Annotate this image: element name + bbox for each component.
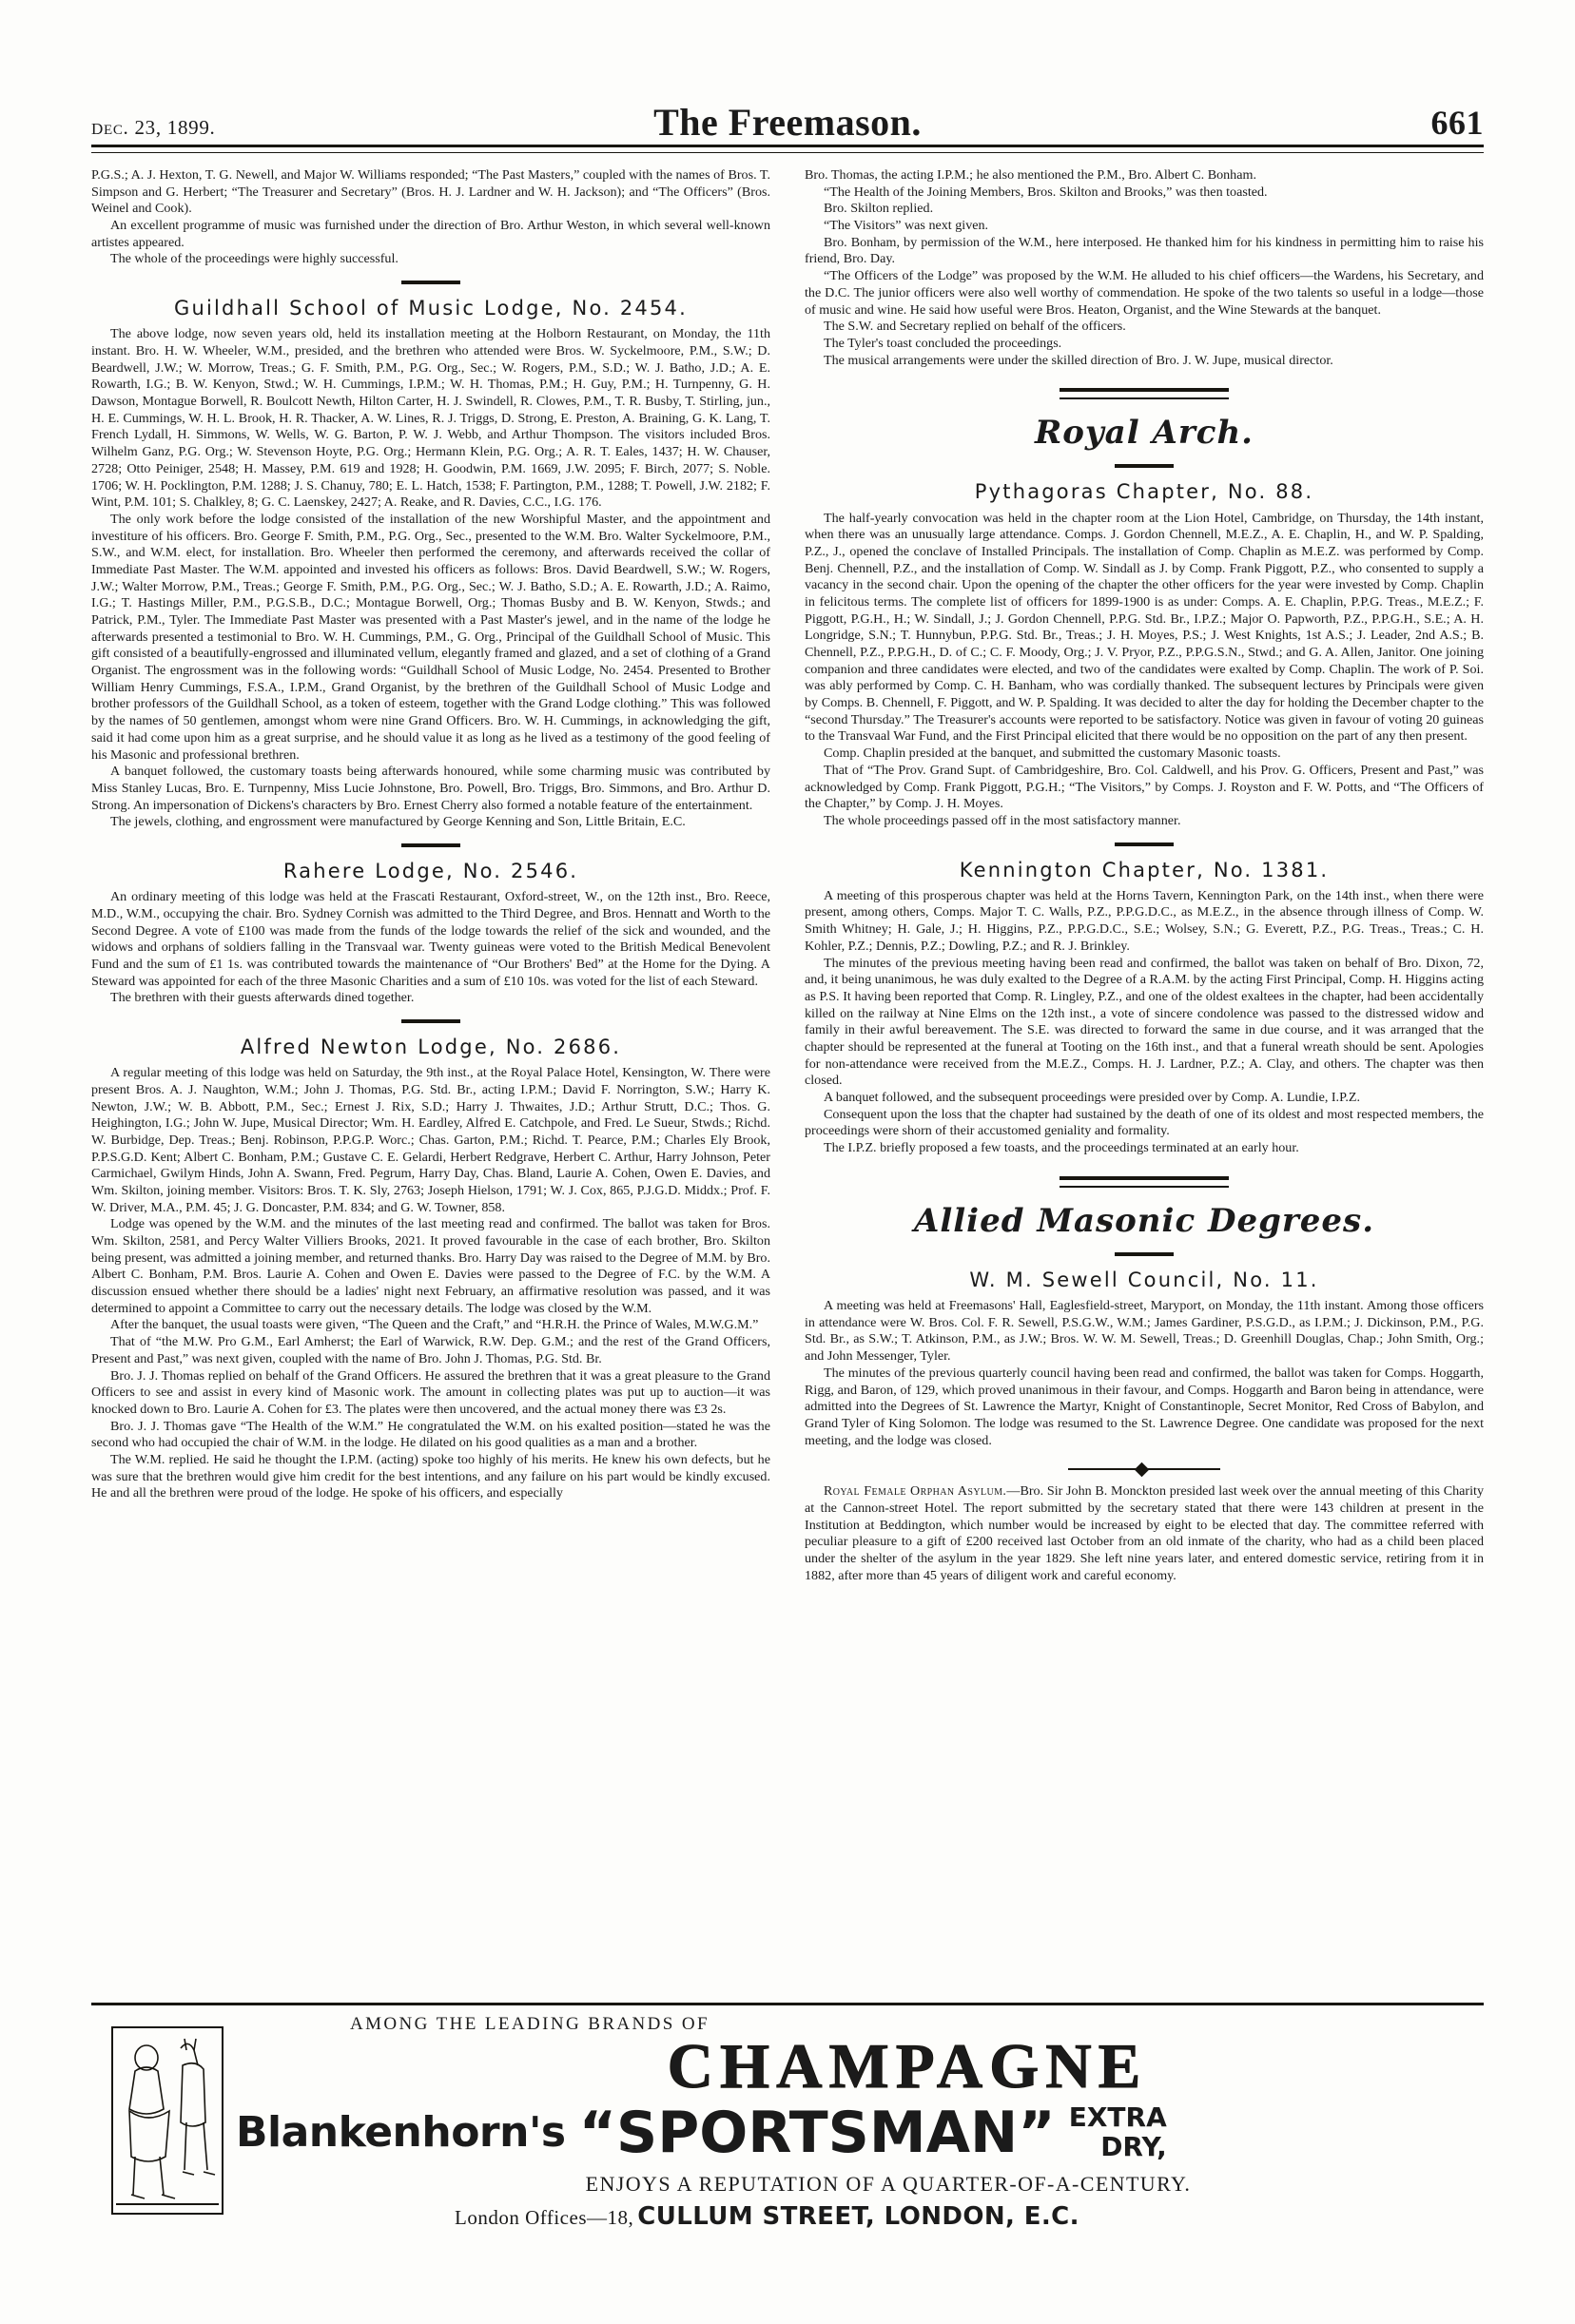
- paragraph: Bro. Bonham, by permission of the W.M., here interposed. He thanked him for his kindness in permitting him to raise his friend, Bro. Day.: [805, 234, 1484, 267]
- paragraph: The half-yearly convocation was held in the chapter room at the Lion Hotel, Cambridge, on Thursday, the 14th instant, when there was an unusually large attendance. Comps. J. Gordon Chennell, M.E.Z., A. E. Chaplin, H., and W. P. Spalding, P.Z., J., opened the conclave of Installed Principals. The installation of Comp. Chaplin as M.E.Z. was performed by Comp. Benj. Chennell, P.Z., and the installation of Comp. W. Sindall as J. by Comp. Frank Piggott, P.Z., who consented to supply a vacancy in the second chair. Upon the opening of the chapter the other officers for the year were invested by Comp. Chaplin in felicitous terms. The complete list of officers for 1899-1900 is as under: Comps. A. E. Chaplin, P.P.G. Treas., M.E.Z.; F. Piggott, P.G.H., H.; W. Sindall, J.; J. Gordon Chennell, P.P.G. Std. Br., I.P.Z.; Major O. Papworth, P.Z., P.P.G.H., S.E.; A. H. Longridge, S.N.; T. Hunnybun, P.P.G. Std. Br., Treas.; J. H. Moyes, P.S.; J. West Knights, 1st A.S.; J. Leader, 2nd A.S.; B. Chennell, P.Z., P.P.G.H., D. of C.; C. F. Moody, Org.; J. V. Pryor, P.Z., P.P.G.S.N., Stwd.; and G. A. Allen, Janitor. One joining companion and three candidates were elected, and two of the candidates were exalted by Comp. Chaplin. The work of P. Soi. was ably performed by Comp. C. H. Banham, who was cordially thanked. The subsequent lectures by Principals were given by Comps. B. Chennell, F. Piggott, and W. P. Spalding. It was decided to alter the day for holding the December chapter to the “second Thursday.” The Treasurer's accounts were reported to be satisfactory. Notice was given in favour of voting 20 guineas to the Transvaal War Fund, and the First Principal elicited that there would be no opposition on the part of any then present.: [805, 510, 1484, 745]
- paragraph: The minutes of the previous meeting having been read and confirmed, the ballot was taken on behalf of Bro. Dixon, 72, and, it being unanimous, he was duly exalted to the Degree of a R.A.M. by the acting First Principal, Comp. H. Higgins acting as P.S. It having been reported that Comp. R. Lingley, P.Z., and one of the oldest exaltees in the chapter, had been accidentally killed on the railway at Nine Elms on the 12th inst., a vote of sincere condolence was passed to the distressed widow and family in their awful bereavement. The S.E. was directed to forward the same in due course, and it was arranged that the chapter should be represented at the funeral at Tooting on the 16th inst., and that a funeral wreath should be sent. Apologies for non-attendance were received from the M.E.Z., Comps. H. J. Lardner, P.Z.; A. Clay, and others. The chapter was then closed.: [805, 955, 1484, 1089]
- paragraph: A meeting was held at Freemasons' Hall, Eaglesfield-street, Maryport, on Monday, the 11th instant. Among those officers in attendance were W. Bros. Col. F. R. Sewell, P.S.G.W., W.M.; James Gardiner, P.S.G.D., as I.P.M.; J. Dickinson, P.M., P.G. Std. Br., as S.W.; T. Atkinson, P.M., as J.W.; Bros. W. W. M. Sewell, Treas.; D. Greenhill Douglas, Chap.; John Smith, Org.; and John Messenger, Tyler.: [805, 1298, 1484, 1365]
- paragraph: The whole proceedings passed off in the most satisfactory manner.: [824, 812, 1181, 828]
- allied-degrees-divider: [1060, 1176, 1229, 1188]
- advert-offices-address: CULLUM STREET, LONDON, E.C.: [637, 2201, 1079, 2231]
- royal-arch-divider: [1060, 388, 1229, 399]
- section-divider: [401, 843, 460, 847]
- paragraph: Bro. Skilton replied.: [824, 201, 934, 217]
- advert-extra-dry: [1069, 2103, 1167, 2160]
- section-divider: [401, 281, 460, 284]
- advert-offices-label: London Offices—18,: [455, 2205, 634, 2229]
- paragraph: The whole of the proceedings were highly successful.: [110, 251, 399, 267]
- paragraph: The W.M. replied. He said he thought the I.P.M. (acting) spoke too highly of his merits. He knew his own defects, but he was sure that the brethren would give him credit for the best intentions, and any failure on his part would be kindly excused. He and all the brethren were proud of the lodge. He spoke of his officers, and especially: [91, 1451, 770, 1501]
- advert-brand-line: [236, 2100, 1484, 2166]
- paragraph: Bro. J. J. Thomas gave “The Health of the W.M.” He congratulated the W.M. on his exalted position—stated he was the second who had occupied the chair of W.M. in the lodge. He dilated on his good qualities as a man and a brother.: [91, 1418, 770, 1451]
- paragraph: Bro. J. J. Thomas replied on behalf of the Grand Officers. He assured the brethren that it was a great pleasure to the Grand Officers to see and assist in every kind of Masonic work. The amount in collecting plates was put up to auction—it was knocked down to Bro. Laurie A. Cohen for £3. The plates were then uncovered, and the actual money there was £3 2s.: [91, 1367, 770, 1417]
- paragraph: A banquet followed, and the subsequent proceedings were presided over by Comp. A. Lundie, I.P.Z.: [824, 1090, 1361, 1106]
- paragraph: A meeting of this prosperous chapter was held at the Horns Tavern, Kennington Park, on the 14th inst., when there were present, among others, Comps. Major T. C. Walls, P.Z., P.P.G.D.C., as M.E.Z., in the absence through illness of Comp. W. Smith Whitney; H. Gale, J.; H. Higgins, P.Z., P.P.G.D.C., S.E.; Wolsey, S.N.; G. Everett, P.Z., P.G. Treas., Treas.; C. H. Kohler, P.Z.; Dennis, P.Z.; Dowling, P.Z.; and R. J. Brinkley.: [805, 887, 1484, 954]
- left-column: [91, 167, 770, 1965]
- section-divider: [1115, 842, 1174, 846]
- paragraph: Lodge was opened by the W.M. and the minutes of the last meeting read and confirmed. The ballot was taken for Bros. Wm. Skilton, 2581, and Percy Walter Villiers Brooks, 2021. It proved favourable in the case of each brother, Bro. Skilton being present, was admitted a joining member, and returned thanks. Bro. Harry Day was raised to the Degree of M.M. by Bro. Albert C. Bonham, P.M. Bros. Laurie A. Cohen and Owen E. Davies were passed to the Degree of F.C. by the W.M. A discussion ensued whether there should be a ladies' night next February, an affirmative resolution was passed, and it was determined to appoint a Committee to carry out the necessary details. The lodge was closed by the W.M.: [91, 1216, 770, 1316]
- paragraph: That of “The Prov. Grand Supt. of Cambridgeshire, Bro. Col. Caldwell, and his Prov. G. Officers, Present and Past,” was acknowledged by Comp. Frank Piggott, P.G.H.; “The Visitors,” by Comps. J. Royston and F. W. Potts, and “The Officers of the Chapter,” by Comp. J. H. Moyes.: [805, 762, 1484, 812]
- issue-date: dec. 23, 1899.: [91, 115, 216, 140]
- advert-extra-word: EXTRA: [1068, 2101, 1167, 2134]
- section-heading-sewell-council: W. M. Sewell Council, No. 11.: [969, 1268, 1319, 1291]
- page-number: 661: [1430, 104, 1484, 142]
- paragraph: Comp. Chaplin presided at the banquet, and submitted the customary Masonic toasts.: [824, 746, 1281, 762]
- article-columns: [91, 167, 1484, 1965]
- paragraph: The brethren with their guests afterwards dined together.: [110, 990, 415, 1006]
- paragraph: The Tyler's toast concluded the proceedings.: [824, 335, 1062, 351]
- closing-note: [805, 1483, 1484, 1584]
- paragraph: The jewels, clothing, and engrossment were manufactured by George Kenning and Son, Little Britain, E.C.: [110, 814, 686, 830]
- advert-offices-line: [455, 2202, 1484, 2231]
- section-divider: [1115, 464, 1174, 468]
- paragraph: “The Visitors” was next given.: [824, 218, 989, 234]
- paragraph: Bro. Thomas, the acting I.P.M.; he also mentioned the P.M., Bro. Albert C. Bonham.: [805, 167, 1256, 183]
- advert-rule: [91, 2003, 1484, 2005]
- advert-text-block: [230, 2014, 1484, 2231]
- paragraph: The only work before the lodge consisted of the installation of the new Worshipful Master, and the appointment and investiture of his officers. Bro. George F. Smith, P.M., P.G. Org., Sec., presented to the W.M. Bro. Walter Syckelmoore, P.M., S.W., and W.M. elect, for installation. Bro. Wheeler then performed the ceremony, and afterwards received the collar of Immediate Past Master. The W.M. appointed and invested his officers as follows: Bros. David Beardwell, S.W.; W. Rogers, J.W.; Walter Morrow, P.M., Treas.; George F. Smith, P.M., P.G. Org., Sec.; W. J. Batho, S.D.; A. E. Rowarth, J.D.; A. Raimo, I.G.; T. Hastings Miller, P.M., P.G.S.B., D.C.; Montague Borwell, Org.; Thomas Busby and B. W. Kenyon, Stwds.; and Patrick, P.M., Tyler. The Immediate Past Master was presented with a Past Master's jewel, and in the name of the lodge he afterwards presented a testimonial to Bro. W. H. Cummings, P.M., G. Org., Principal of the Guildhall School of Music. This gift consisted of a beautifully-engrossed and illuminated vellum, elegantly framed and glazed, and a set of clothing of a Grand Organist. The engrossment was in the following words: “Guildhall School of Music Lodge, No. 2454. Presented to Brother William Henry Cummings, F.S.A., I.P.M., Grand Organist, by the brethren of the Guildhall School of Music Lodge and brother professors of the Guildhall School, as a token of esteem, together with the Grand Lodge clothing.” This was followed by the names of 50 gentlemen, amongst whom were nine Grand Officers. Bro. W. H. Cummings, in acknowledging the gift, said it had come upon him as a great surprise, and he should value it as long as he lived as a testimony of the good feeling of his Masonic and professional brethren.: [91, 511, 770, 763]
- advert-reputation-line: ENJOYS A REPUTATION OF A QUARTER-OF-A-CENTURY.: [585, 2171, 1192, 2196]
- advert-dry-word: DRY,: [1100, 2130, 1167, 2162]
- masthead: [91, 84, 1484, 143]
- advert-product-name: “SPORTSMAN”: [578, 2099, 1056, 2166]
- paragraph: A regular meeting of this lodge was held on Saturday, the 9th inst., at the Royal Palace Hotel, Kensington, W. There were present Bros. A. J. Naughton, W.M.; John J. Thomas, P.G. Std. Br., acting I.P.M.; David F. Norrington, S.W.; Harry K. Newton, J.W.; W. B. Abbott, P.M., Sec.; Ernest J. Rix, S.D.; Harry J. Thwaites, J.D.; Arthur Strutt, D.C.; Thos. G. Heighington, I.G.; John W. Jupe, Musical Director; Wm. H. Eardley, Alfred E. Catchpole, and Fred. Le Sueur, Stwds.; Richd. W. Burbidge, Dep. Treas.; Benj. Robinson, P.P.G.P. Worc.; Chas. Garton, P.M.; Richd. T. Pearce, P.M.; Charles Ely Brook, P.P.S.G.D. Kent; Albert C. Bonham, P.M.; Gustave C. E. Gelardi, Herbert Redgrave, Herbert C. Arthur, Harry Johnson, Peter Carmichael, Gwilym Hinds, John A. Swann, Fred. Pegrum, Harry Day, Chas. Bland, Laurie A. Cohen, Owen E. Davies, and Wm. Skilton, joining member. Visitors: Bros. T. K. Sly, 2763; Joseph Hielson, 1791; W. J. Cox, 865, P.J.G.D. Middx.; Prof. F. W. Driver, M.A., P.M. 45; J. G. Doncaster, P.M. 834; and G. W. Towner, 858.: [91, 1065, 770, 1215]
- paragraph: An excellent programme of music was furnished under the direction of Bro. Arthur Weston, in which several well-known artistes appeared.: [91, 218, 770, 250]
- section-divider: [401, 1019, 460, 1023]
- paragraph: A banquet followed, the customary toasts being afterwards honoured, while some charming music was contributed by Miss Stanley Lucas, Bro. E. Turnpenny, Miss Lucie Johnstone, Bro. Powell, Bro. Triggs, Bro. Simmons, and Bro. Arthur D. Strong. An impersonation of Dickens's characters by Bro. Ernest Cherry also formed a notable feature of the entertainment.: [91, 764, 770, 813]
- department-heading-allied-masonic-degrees: Allied Masonic Degrees.: [913, 1201, 1375, 1240]
- paragraph: The S.W. and Secretary replied on behalf of the officers.: [824, 319, 1126, 335]
- closing-divider: [1068, 1464, 1220, 1474]
- section-divider: [1115, 1252, 1174, 1256]
- paragraph: An ordinary meeting of this lodge was held at the Frascati Restaurant, Oxford-street, W., on the 12th inst., Bro. Reece, M.D., W.M., occupying the chair. Bro. Sydney Cornish was admitted to the Third Degree, and Bros. Hennatt and Worth to the Second Degree. A vote of £100 was made from the funds of the lodge towards the relief of the sick and wounded, and the widows and orphans of soldiers falling in the Transvaal war. Twenty guineas were voted to the British Medical Benevolent Fund and the sum of £1 1s. was contributed towards the maintenance of “Our Brothers' Bed” at the Home for the Dying. A Steward was appointed for each of the three Masonic Charities and a sum of £10 10s. was voted for the list of each Steward.: [91, 889, 770, 989]
- paragraph: The above lodge, now seven years old, held its installation meeting at the Holborn Restaurant, on Monday, the 11th instant. Bro. H. W. Wheeler, W.M., presided, and the brethren who attended were Bros. W. Syckelmoore, P.M., S.W.; D. Beardwell, J.W.; W. Morrow, Treas.; G. F. Smith, P.M., P.G. Org., Sec.; W. Rogers, P.M., S.D.; W. J. Batho, J.D.; A. E. Rowarth, I.G.; B. W. Kenyon, Stwd.; W. H. Cummings, I.P.M.; W. H. Thomas, P.M.; H. Guy, P.M.; H. Turnpenny, G. H. Dawson, Montague Borwell, R. Boulcott Newth, Hilton Carter, H. J. Swindell, R. Clowes, P.M., T. R. Busby, T. Stirling, jun., H. E. Cummings, W. H. L. Brook, H. R. Thacker, A. W. Lines, R. J. Triggs, D. Strong, E. Preston, A. Braining, G. K. Lang, T. French Lydall, H. Simmons, W. Wells, W. G. Barton, P. W. J. Webb, and Arthur Thompson. The visitors included Bros. Wilhelm Ganz, P.G. Org.; W. Stevenson Hoyte, P.G. Org.; Hermann Klein, P.G. Org.; A. R. T. Eales, 1437; H. W. Chauser, 2728; Otto Peiniger, 2548; H. Massey, P.M. 619 and 1928; H. Goodwin, P.M. 1669, J.W. 2095; F. Birch, 2077; S. Noble. 1706; W. H. Pocklington, P.M. 1288; J. S. Chanuy, 780; E. L. Hatch, 1538; F. Partington, P.M., 1288; T. Powell, J.W. 2182; F. Wint, P.M. 101; S. Chalkley, 8; G. C. Laenskey, 2427; A. Reake, and R. Davies, C.C., I.G. 176.: [91, 326, 770, 511]
- paragraph: “The Health of the Joining Members, Bros. Skilton and Brooks,” was then toasted.: [824, 184, 1268, 200]
- advert-kicker: AMONG THE LEADING BRANDS OF: [350, 2014, 710, 2034]
- advertisement[interactable]: [91, 2014, 1484, 2252]
- paragraph: P.G.S.; A. J. Hexton, T. G. Newell, and Major W. Williams responded; “The Past Masters,” coupled with the names of Bros. T. Simpson and G. Herbert; “The Treasurer and Secretary” (Bros. H. J. Lardner and W. H. Jackson); and “The Officers” (Bros. Weinel and Cook).: [91, 167, 770, 217]
- advert-brand-name: Blankenhorn's: [236, 2108, 566, 2158]
- paragraph: The musical arrangements were under the skilled direction of Bro. J. W. Jupe, musical director.: [824, 352, 1333, 368]
- masthead-rule: [91, 145, 1484, 153]
- publication-title: The Freemason.: [653, 101, 922, 144]
- paragraph: That of “the M.W. Pro G.M., Earl Amherst; the Earl of Warwick, R.W. Dep. G.M.; and the rest of the Grand Officers, Present and Past,” was next given, coupled with the name of Bro. John J. Thomas, P.G. Std. Br.: [91, 1334, 770, 1366]
- section-heading-pythagoras: Pythagoras Chapter, No. 88.: [974, 480, 1314, 504]
- paragraph: After the banquet, the usual toasts were given, “The Queen and the Craft,” and “H.R.H. the Prince of Wales, M.W.G.M.”: [110, 1317, 759, 1333]
- paragraph: Consequent upon the loss that the chapter had sustained by the death of one of its oldest and most respected members, the proceedings were shorn of their accustomed geniality and formality.: [805, 1106, 1484, 1139]
- closing-note-lead: Royal Female Orphan Asylum.: [824, 1483, 1007, 1500]
- department-heading-royal-arch: Royal Arch.: [1034, 414, 1254, 453]
- section-heading-guildhall: Guildhall School of Music Lodge, No. 2454.: [173, 297, 688, 320]
- section-heading-kennington: Kennington Chapter, No. 1381.: [959, 858, 1330, 881]
- closing-note-text: —Bro. Sir John B. Monckton presided last week over the annual meeting of this Charity at the Cannon-street Hotel. The report submitted by the secretary stated that there were 143 children at present in the Institution at Beddington, which number would be increased by eight to be elected that day. The committee referred with peculiar pleasure to a gift of £200 received last October from an old inmate of the charity, who had as a child been placed under the shelter of the asylum in the year 1829. She left nine years later, and entered domestic service, retiring from it in 1882, after more than 45 years of diligent work and careful economy.: [805, 1483, 1484, 1583]
- paragraph: The I.P.Z. briefly proposed a few toasts, and the proceedings terminated at an early hour.: [824, 1140, 1299, 1156]
- advert-champagne-word: CHAMPAGNE: [667, 2031, 1148, 2101]
- paragraph: “The Officers of the Lodge” was proposed by the W.M. He alluded to his chief officers—the Wardens, his Secretary, and the D.C. The junior officers were also well worthy of commendation. He spoke of the two talents so useful in a lodge—those of music and wine. He said how useful were Bros. Heaton, Organist, and the Wine Stewards at the banquet.: [805, 268, 1484, 318]
- paragraph: The minutes of the previous quarterly council having been read and confirmed, the ballot was taken for Comps. Hoggarth, Rigg, and Baron, of 129, which proved unanimous in their favour, and Comps. Hoggarth and Baron being in attendance, were admitted into the Degrees of St. Lawrence the Martyr, Knight of Constantinople, Secret Monitor, Red Cross of Babylon, and Grand Tyler of King Solomon. The lodge was resumed to the St. Lawrence Degree. One candidate was proposed for the next meeting, and the lodge was closed.: [805, 1365, 1484, 1448]
- section-heading-rahere: Rahere Lodge, No. 2546.: [282, 859, 579, 882]
- section-heading-alfred-newton: Alfred Newton Lodge, No. 2686.: [240, 1035, 622, 1058]
- right-column: [805, 167, 1484, 1965]
- champagne-bottle-illustration: [107, 2024, 230, 2218]
